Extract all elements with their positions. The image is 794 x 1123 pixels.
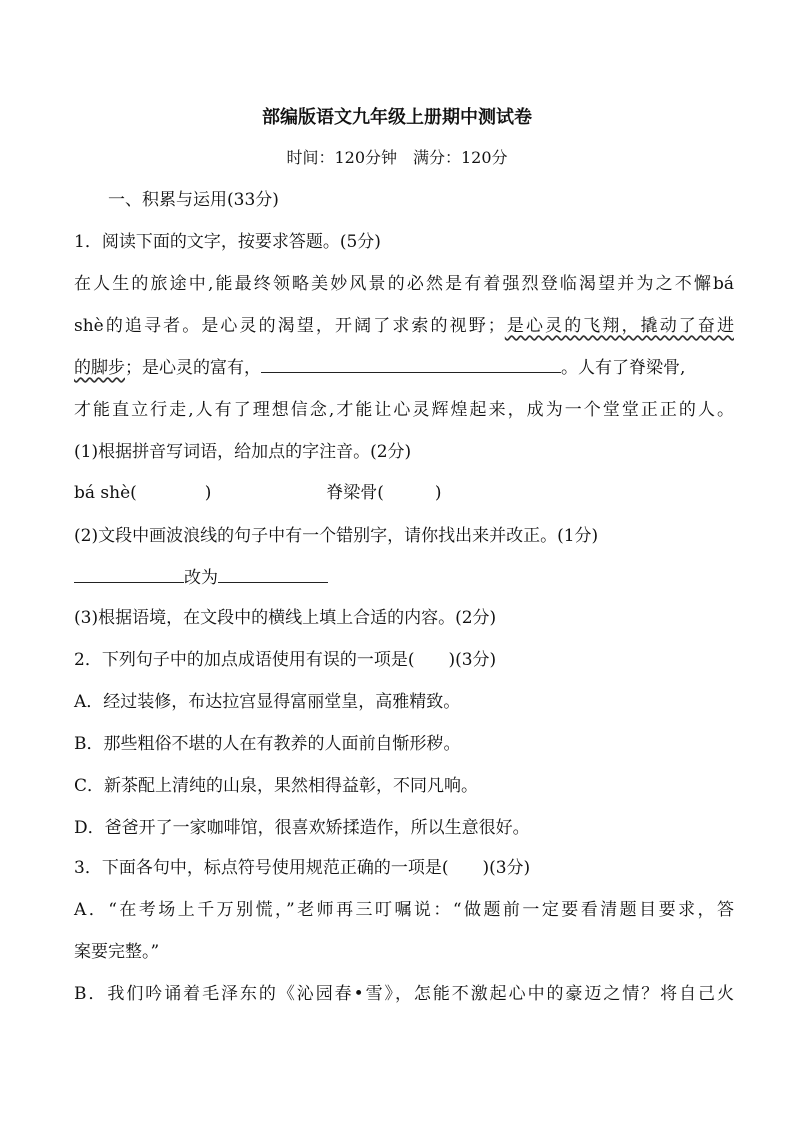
question-3-stem: 3．下面各句中，标点符号使用规范正确的一项是( )(3分) <box>74 858 531 878</box>
passage-line: 才能直立行走,人有了理想信念,才能让心灵辉煌起来，成为一个堂堂正正的人。 <box>74 400 734 420</box>
fill-blank[interactable] <box>261 356 561 373</box>
passage-text: 。人有了脊梁骨, <box>561 358 686 378</box>
wavy-underlined-sentence: 的脚步 <box>74 358 125 378</box>
correct-char-blank[interactable] <box>218 566 328 583</box>
question-2-stem: 2．下列句子中的加点成语使用有误的一项是( )(3分) <box>74 650 497 670</box>
question-1-stem: 1．阅读下面的文字，按要求答题。(5分) <box>74 232 381 252</box>
sub-question-3: (3)根据语境，在文段中的横线上填上合适的内容。(2分) <box>74 608 497 628</box>
option-c: C．新茶配上清纯的山泉，果然相得益彰，不同凡响。 <box>74 776 479 796</box>
sub-question-2: (2)文段中画波浪线的句子中有一个错别字，请你找出来并改正。(1分) <box>74 526 599 546</box>
exam-meta: 时间：120分钟 满分：120分 <box>286 148 508 167</box>
pinyin-answer-slot[interactable]: bá shè( ) <box>74 483 212 503</box>
section-heading: 一、积累与运用(33分) <box>108 190 279 210</box>
passage-line <box>74 356 734 380</box>
option-d: D．爸爸开了一家咖啡馆，很喜欢矫揉造作，所以生意很好。 <box>74 818 530 838</box>
passage-text: shè的追寻者。是心灵的渴望，开阔了求索的视野； <box>74 316 505 336</box>
sub-question-1: (1)根据拼音写词语，给加点的字注音。(2分) <box>74 442 412 462</box>
wavy-underlined-sentence: 是心灵的飞翔，撬动了奋进 <box>504 316 734 336</box>
option-a: A．“在考场上千万别慌，”老师再三叮嘱说：“做题前一定要看清题目要求，答 <box>74 900 734 920</box>
passage-text: ；是心灵的富有， <box>125 358 261 378</box>
change-label: 改为 <box>184 568 218 588</box>
option-b: B．我们吟诵着毛泽东的《沁园春•雪》，怎能不激起心中的豪迈之情？将自己火 <box>74 984 734 1004</box>
sub-question-1-answer <box>74 481 734 505</box>
sub-question-2-answer <box>74 566 734 590</box>
option-a: A．经过装修，布达拉宫显得富丽堂皇，高雅精致。 <box>74 692 461 712</box>
exam-title: 部编版语文九年级上册期中测试卷 <box>262 107 532 128</box>
phonetic-answer-slot[interactable]: 脊梁骨( ) <box>326 483 442 503</box>
passage-line <box>74 314 734 338</box>
option-a-continued: 案要完整。” <box>74 942 160 962</box>
option-b: B．那些粗俗不堪的人在有教养的人面前自惭形秽。 <box>74 734 461 754</box>
passage-line: 在人生的旅途中,能最终领略美妙风景的必然是有着强烈登临渴望并为之不懈bá <box>74 274 734 294</box>
wrong-char-blank[interactable] <box>74 566 184 583</box>
